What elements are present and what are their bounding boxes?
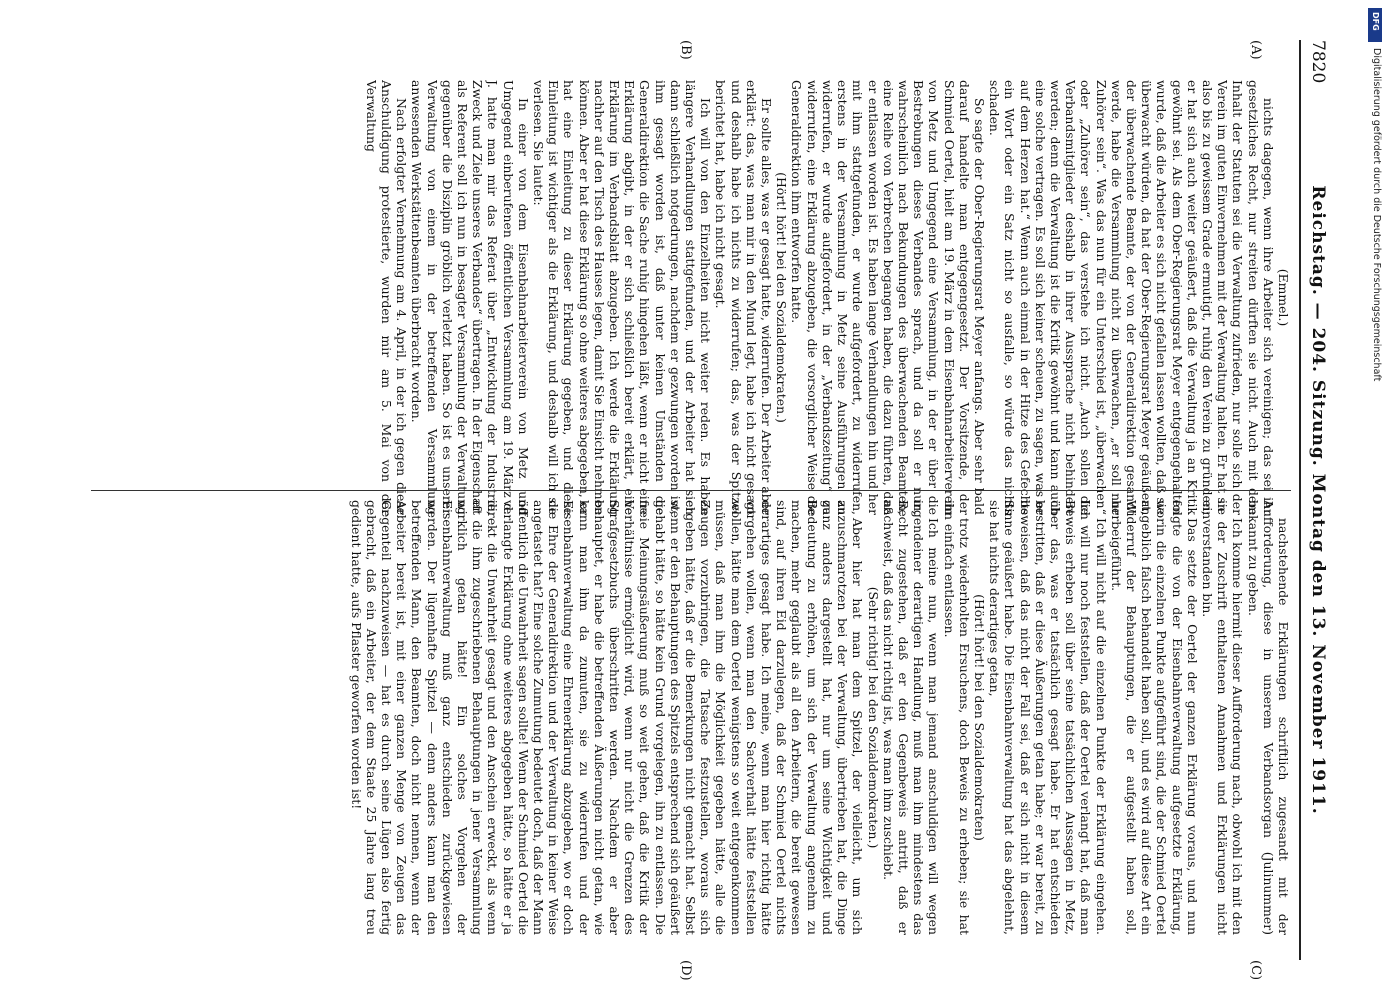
margin-letter-a: (A) (1248, 40, 1263, 60)
dfg-logo (1368, 8, 1382, 42)
column-rule (91, 490, 1291, 491)
header-title: Reichstag. — 204. Sitzung. Montag den 13. November 1911. (1308, 185, 1328, 815)
paragraph: (Emmel.) (1276, 268, 1291, 327)
paragraph: Ich will nicht auf die einzelnen Punkte der Erklärung eingehen. Ich will nur noch feststellen, daß der Oertel verlangt hat, daß man Beweis erheben soll über seine tatsächlichen Aussagen in Metz, über das, was er tatsächlich gesagt habe. Er hat entschieden bestritten, daß er diese Äußerungen getan habe; er war bereit, zu beweisen, daß das nicht der Fall sei, daß er sich nicht in diesem Sinne geäußert habe. Die Eisenbahnverwaltung hat das abgelehnt, sie hat nichts derartiges getan, (987, 500, 1109, 935)
paragraph: Das setzte der Oertel der ganzen Erklärung voraus, und nun folgte die von der Eisenbahnverwaltung aufgesetzte Erklärung, worin die einzelnen Punkte aufgeführt sind, die der Schmied Oertel angeblich falsch behandelt haben soll, und es wird auf diese Art ein Widerruf der Behauptungen, die er aufgestellt haben soll, herbeigeführt. (1108, 500, 1200, 935)
digitization-note (1372, 48, 1382, 648)
header-rule (1299, 40, 1301, 960)
paragraph: In einer von dem Eisenbahnarbeiterverein von Metz und Umgegend einberufenen öffentlichen Versammlung am 19. März d. J. hatte man mir das Referat über „Entwicklung der Industrie, Zweck und Ziele unseres Verbandes“ übertragen. In der Eigenschaft als Referent soll ich nun in besagter Versammlung der Verwaltung gegenüber die Disziplin gröblich verletzt haben. So ist es unserer Verwaltung von einem in der betreffenden Versammlung anwesenden Werkstättenbeamten überbracht worden. (409, 80, 531, 515)
digitization-note-text: Digitalisierung gefördert durch die Deutsche Forschungsgemeinschaft (1371, 48, 1382, 382)
paragraph: So sagte der Ober-Regierungsrat Meyer anfangs. Aber sehr bald darauf handelte man entgegengesetzt. Der Vorsitzende, der Schmied Oertel, hielt am 19. März in dem Eisenbahnarbeiterverein von Metz und Umgegend eine Versammlung, in der er über die Bestrebungen dieses Verbandes sprach, und da soll er nun, wahrscheinlich nach Bekundungen des überwachenden Beamten, eine Reihe von Verbrechen begangen haben, die dazu führten, daß er entlassen worden ist. Es haben lange Verhandlungen hin und her mit ihm stattgefunden, er wurde aufgefordert, zu widerrufen, erstens in der Versammlung in Metz seine Ausführungen zu widerrufen, er wurde aufgefordert, in der „Verbandszeitung“ zu widerrufen, eine Erklärung abzugeben, die vorsorglicher Weise die Generaldirektion ihm entworfen hatte. (789, 80, 987, 515)
paragraph: Aber hier hat man dem Spitzel, der vielleicht, um sich anzuschmarotzen bei der Verwaltung, übertrieben hat, die Dinge ganz anders dargestellt hat, nur um seine Wichtigkeit und Bedeutung zu erhöhen, um sich der Verwaltung angenehm zu machen, mehr geglaubt als all den Arbeitern, die bereit gewesen sind, auf ihren Eid darzulegen, daß der Schmied Oertel nichts derartiges gesagt habe. Ich meine, wenn man hier richtig hätte vorgehen wollen, wenn man den Sachverhalt hätte feststellen wollen, hätte man dem Oertel wenigstens so weit entgegenkommen müssen, daß man ihm die Möglichkeit gegeben hätte, alle die Zeugen vorzubringen, die Tatsache festzustellen, woraus sich ergeben hätte, daß er die Bemerkungen nicht gemacht hat. Selbst wenn er den Behauptungen des Spitzels entsprechend sich geäußert gehabt hätte, so hätte kein Grund vorgelegen, ihn zu entlassen. Die freie Meinungsäußerung muß so weit gehen, daß die Kritik der Verhältnisse ermöglicht wird, wenn nur nicht die Grenzen des Strafgesetzbuchs überschritten werden. Nachdem er aber behauptet, er habe die betreffenden Äußerungen nicht getan, wie kann man ihm da zumuten, sie zu widerrufen und der Eisenbahnverwaltung eine Ehrenerklärung abzugeben, wo er doch die Ehre der Generaldirektion und der Verwaltung in keiner Weise angetastet hat? Eine solche Zumutung bedeutet doch, daß der Mann öffentlich die Unwahrheit sagen sollte! Wenn der Schmied Oertel die verlangte Erklärung ohne weiteres abgegeben hätte, so hätte er ja direkt die Unwahrheit gesagt und den Anschein erweckt, als wenn er die ihm zugeschriebenen Behauptungen in jener Versammlung wirklich getan hätte! Ein solches Vorgehen der Eisenbahnverwaltung muß ganz entschieden zurückgewiesen werden. Der lügenhafte Spitzel — denn anders kann man den betreffenden Mann, den Beamten, doch nicht nennen, wenn der Arbeiter bereit ist, mit einer ganzen Menge von Zeugen das Gegenteil nachzuweisen — hat es durch seine Lügen also fertig gebracht, daß ein Arbeiter, der dem Staate 25 Jahre lang treu gedient hatte, aufs Pflaster geworfen worden ist! (348, 500, 866, 935)
paragraph: (Hört! hört! bei den Sozialdemokraten.) (774, 172, 790, 423)
dfg-logo-text: DFG (1371, 12, 1380, 31)
margin-letter-c: (C) (1248, 960, 1263, 981)
right-column (91, 500, 1291, 935)
paragraph: Er sollte alles, was er gesagt hatte, widerrufen. Der Arbeiter aber erklärt: das, was man mir in den Mund legt, habe ich nicht gesagt und deshalb habe ich nichts zu widerrufen; das, was der Spitzel berichtet hat, habe ich nicht gesagt. (713, 80, 775, 515)
paragraph: Ich will von den Einzelheiten nicht weiter reden. Es haben längere Verhandlungen stattgefunden, und der Arbeiter hat sich dann schließlich notgedrungen, nachdem er gezwungen worden ist, ihm gesagt worden ist, daß unter keinen Umständen die Generaldirektion die Sache ruhig hingehen läßt, wenn er nicht eine Erklärung abgibt, in der er sich schließlich bereit erklärt, eine Erklärung im Verbandsblatt abzugeben. Ich werde die Erklärung nachher auf den Tisch des Hauses legen, damit Sie Einsicht nehmen können. Aber er hat diese Erklärung so ohne weiteres abgegeben, er hat eine Einleitung zu dieser Erklärung gegeben, und diese Einleitung ist wichtiger als die Erklärung, und deshalb will ich sie verlesen. Sie lautet: (531, 80, 714, 515)
left-column (91, 80, 1291, 515)
page-header (1300, 40, 1328, 960)
paragraph: trotz wiederholten Ersuchens, doch Beweis zu erheben; sie hat ihn einfach entlassen. (941, 500, 972, 935)
paragraph: nachstehende Erklärungen schriftlich zugesandt mit der Aufforderung, diese in unserem Verbandsorgan (Julinummer) bekannt zu geben. (1245, 500, 1291, 935)
paragraph: (Sehr richtig! bei den Sozialdemokraten.) (865, 586, 881, 849)
paragraph: Ich meine nun, wenn man jemand anschuldigen will wegen irgendeiner derartigen Handlung, muß man ihm mindestens das Recht zugestehen, daß er den Gegenbeweis antritt, daß er nachweist, daß das nicht richtig ist, was man ihm zuschiebt. (880, 500, 942, 935)
paragraph: Ich komme hiermit dieser Aufforderung nach, obwohl ich mit den in der Zuschrift enthaltenen Annahmen und Erklärungen nicht einverstanden bin. (1199, 500, 1246, 935)
margin-letter-b: (B) (678, 40, 693, 60)
margin-letter-d: (D) (678, 960, 693, 981)
paragraph: (Hört! hört! bei den Sozialdemokraten) (971, 594, 987, 841)
page-number: 7820 (1308, 40, 1328, 84)
paragraph: Nach erfolgter Vernehmung am 4. April, in der ich gegen diese Anschuldigung protestierte, wurden mir am 5. Mai von der Verwaltung (363, 80, 410, 515)
paragraph: nichts dagegen, wenn ihre Arbeiter sich vereinigen; das sei ihr gesetzliches Recht, nur streiten dürften sie nicht. Auch mit dem Inhalt der Statuten sei die Verwaltung zufrieden, nur solle sich der Verein im guten Einvernehmen mit der Verwaltung halten. Er hat sie also bis zu gewissem Grade ermutigt, ruhig den Verein zu gründen; er hat sich auch weiter geäußert, daß die Verwaltung ja an Kritik gewöhnt sei. Als dem Ober-Regierungsrat Meyer entgegengehalten wurde, daß die Arbeiter es sich nicht gefallen lassen wollten, daß sie überwacht würden, da hat der Ober-Regierungsrat Meyer geäußert, der überwachende Beamte, der von der Generaldirektion gesandt werde, habe die Versammlung nicht zu überwachen, „er soll nur Zuhörer sein“. Was das nun für ein Unterschied ist, „überwachen“ oder „Zuhörer sein“, das verstehe ich nicht. „Auch sollen die Verbandsmitglieder deshalb in ihrer Aussprache nicht behindert werden; denn die Verwaltung ist die Kritik gewöhnt und kann auch eine solche vertragen. Es soll sich keiner scheuen, zu sagen, was er auf dem Herzen hat.“ Wenn auch einmal in der Hitze des Gefechts ein Wort oder ein Satz nicht so ausfalle, so würde das nichts schaden. (987, 80, 1276, 515)
